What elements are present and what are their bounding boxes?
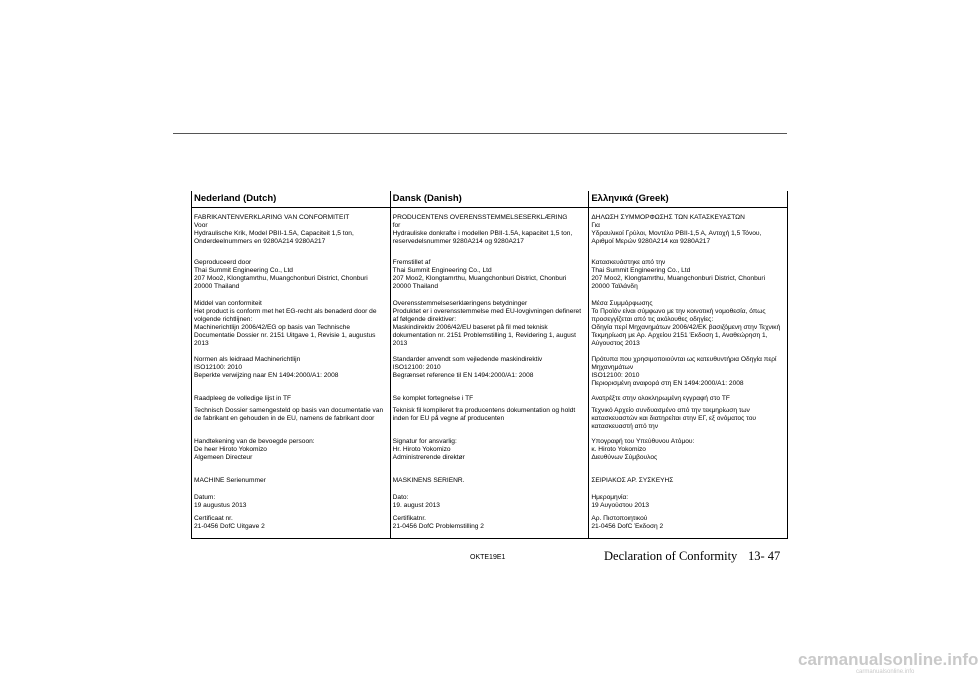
tech-file-block: Τεχνικό Αρχείο συνδυασμένο από την τεκμηρίωση των κατασκευαστών και διατηρείται στην ΕΓ, εξ ονόματος του κατασκευαστή από την [591, 407, 756, 430]
column-danish [391, 191, 590, 538]
column-title: Ελληνικά (Greek) [589, 193, 787, 208]
page-number: 13- 47 [748, 549, 781, 563]
watermark: carmanualsonline.info [798, 650, 978, 669]
machine-serial-block: MACHINE Serienummer [194, 477, 266, 484]
conformity-block: Middel van conformiteit Het product is conform met het EG-recht als benaderd door de volgende richtlijnen: Machinerichtlijn 2006/42/EG op basis van Technische Documentatie Dossier nr. 2151 Uitgave 1, Revisie 1, augustus 2013 [194, 300, 377, 347]
manufacturer-block: Fremstillet af Thai Summit Engineering Co., Ltd 207 Moo2, Klongtamrthu, Muangchonburi District, Chonburi 20000 Thailand [392, 259, 567, 290]
conformity-block: Overensstemmelseserklæringens betydninger Produktet er i overensstemmelse med EU-lovgivningen defineret af følgende direktiver: Maskindirektiv 2006/42/EU baseret på fil med teknisk dokumentation nr. 2151 Problemstilling 1, Revidering 1, august 2013 [392, 300, 582, 347]
manufacturer-block: Κατασκευάστηκε από την Thai Summit Engineering Co., Ltd 207 Moo2, Klongtamrthu, Muangchonburi District, Chonburi 20000 Ταϊλάνδη [591, 259, 766, 290]
standards-block: Standarder anvendt som vejledende maskindirektiv ISO12100: 2010 Begrænset reference til EN 1494:2000/A1: 2008 [392, 356, 543, 379]
declaration-block: ΔΗΛΩΣΗ ΣΥΜΜΟΡΦΩΣΗΣ ΤΩΝ ΚΑΤΑΣΚΕΥΑΣΤΩΝ Για Υδραυλικοί Γρύλοι, Μοντέλο PBII-1,5 A, Αντοχή 1,5 Τόνου, Αριθμοί Μερών 9280A214 και 9280A217 [591, 214, 762, 245]
refer-block: Raadpleeg de volledige lijst in TF [194, 395, 292, 402]
certificate-block: Αρ. Πιστοποιητικού 21-0456 DofC Έκδοση 2 [591, 515, 664, 530]
date-block: Datum: 19 augustus 2013 [194, 494, 247, 509]
certificate-block: Certifikatnr. 21-0456 DofC Problemstilling 2 [392, 515, 484, 530]
date-block: Ημερομηνία: 19 Αυγούστου 2013 [591, 494, 650, 509]
column-title: Nederland (Dutch) [192, 193, 390, 208]
certificate-block: Certificaat nr. 21-0456 DofC Uitgave 2 [194, 515, 265, 530]
machine-serial-block: ΣΕΙΡΙΑΚΟΣ ΑΡ. ΣΥΣΚΕΥΗΣ [591, 477, 674, 484]
signature-block: Signatur for ansvarlig: Hr. Hiroto Yokomizo Administrerende direktør [392, 438, 465, 461]
refer-block: Se komplet fortegnelse i TF [392, 395, 474, 402]
watermark-subtext: carmanualsonline.info [856, 669, 915, 675]
signature-block: Υπογραφή του Υπεύθυνου Ατόμου: κ. Hiroto Yokomizo Διευθύνων Σύμβουλος [591, 438, 695, 461]
document-code: OKTE19E1 [470, 554, 506, 561]
signature-block: Handtekening van de bevoegde persoon: De heer Hiroto Yokomizo Algemeen Directeur [194, 438, 315, 461]
standards-block: Normen als leidraad Machinerichtlijn ISO12100: 2010 Beperkte verwijzing naar EN 1494:2000/A1: 2008 [194, 356, 339, 379]
column-dutch [192, 191, 391, 538]
column-title: Dansk (Danish) [391, 193, 589, 208]
manufacturer-block: Geproduceerd door Thai Summit Engineering Co., Ltd 207 Moo2, Klongtamrthu, Muangchonburi District, Chonburi 20000 Thailand [194, 259, 368, 290]
standards-block: Πρότυπα που χρησιμοποιούνται ως κατευθυντήρια Οδηγία περί Μηχανημάτων ISO12100: 2010 Περιορισμένη αναφορά στη EN 1494:2000/A1: 2008 [591, 356, 777, 387]
column-greek [589, 191, 787, 538]
machine-serial-block: MASKINENS SERIENR. [392, 477, 465, 484]
top-divider [173, 133, 787, 134]
declaration-table [191, 191, 788, 539]
date-block: Dato: 19. august 2013 [392, 494, 440, 509]
tech-file-block: Teknisk fil kompileret fra producentens dokumentation og holdt inden for EU på vegne af producenten [392, 407, 576, 422]
declaration-block: FABRIKANTENVERKLARING VAN CONFORMITEIT Voor Hydraulische Krik, Model PBII-1.5A, Capaciteit 1,5 ton, Onderdeelnummers en 9280A214 9280A217 [194, 214, 354, 245]
refer-block: Ανατρέξτε στην ολοκληρωμένη εγγραφή στο TF [591, 395, 730, 402]
section-title: Declaration of Conformity [604, 549, 738, 563]
tech-file-block: Technisch Dossier samengesteld op basis van documentatie van de fabrikant en gehouden in de EU, namens de fabrikant door [194, 407, 384, 422]
conformity-block: Μέσα Συμμόρφωσης Το Προϊόν είναι σύμφωνο με την κοινοτική νομοθεσία, όπως προσεγγίζεται από τις ακόλουθες οδηγίες: Οδηγία περί Μηχανημάτων 2006/42/ΕΚ βασιζόμενη στην Τεχνική Τεκμηρίωση με Αρ. Αρχείου 2151 Έκδοση 1, Αναθεώρηση 1, Αύγουστος 2013 [591, 300, 781, 347]
declaration-block: PRODUCENTENS OVERENSSTEMMELSESERKLÆRING for Hydrauliske donkrafte i modellen PBII-1.5A, kapacitet 1,5 ton, reservedelsnummer 9280A214 og 9280A217 [392, 214, 573, 245]
